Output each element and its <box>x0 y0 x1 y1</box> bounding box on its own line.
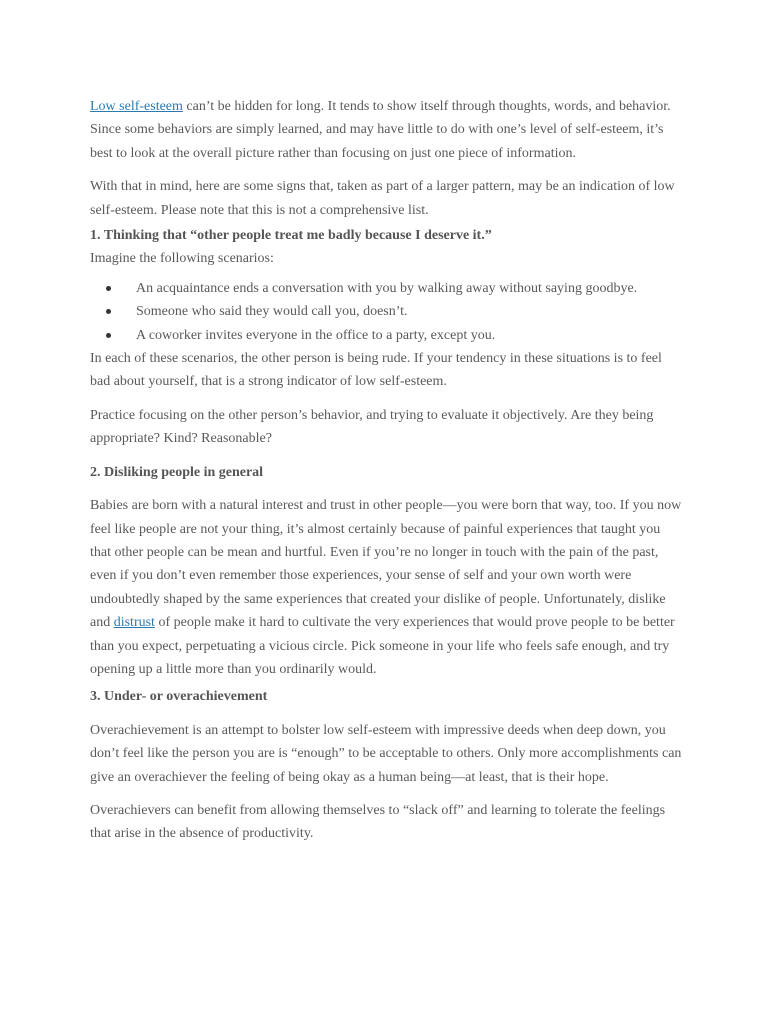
section-1-lead: Imagine the following scenarios: <box>90 251 274 267</box>
list-item <box>90 300 682 323</box>
distrust-link[interactable]: distrust <box>113 615 155 631</box>
intro-paragraph-1 <box>90 95 682 118</box>
section-2-text-a: Babies are born with a natural interest and trust in other people—you were born that way, too. If you now feel like people are not your thing, it’s almost certainly because of painful experiences that taught you that other people can be mean and hurtful. Even if you’re no longer in touch with the pain of the past, even if you don’t even remember those experiences, your sense of self and your own worth were undoubtedly shaped by the same experiences that created your dislike of people. Unfortunately, dislike and <box>90 498 682 631</box>
section-3-heading: 3. Under- or overachievement <box>90 689 268 705</box>
list-item-text: Someone who said they would call you, doesn’t. <box>136 304 408 320</box>
list-item-text: A coworker invites everyone in the office to a party, except you. <box>136 327 496 343</box>
intro-paragraph-2: Since some behaviors are simply learned, and may have little to do with one’s level of self-esteem, it’s best to look at the overall picture rather than focusing on just one piece of information. <box>90 122 664 161</box>
bullet-icon <box>106 286 111 291</box>
intro-paragraph-1-text: can’t be hidden for long. It tends to show itself through thoughts, words, and behavior. <box>182 99 671 114</box>
section-3-paragraph-2: Overachievers can benefit from allowing themselves to “slack off” and learning to tolerate the feelings that arise in the absence of productivity. <box>90 802 666 842</box>
bullet-icon <box>106 309 111 314</box>
intro-paragraph-3: With that in mind, here are some signs that, taken as part of a larger pattern, may be an indication of low self-esteem. Please note that this is not a comprehensive list. <box>90 179 675 218</box>
section-3-paragraph-1: Overachievement is an attempt to bolster low self-esteem with impressive deeds when deep down, you don’t feel like the person you are is “enough” to be acceptable to others. Only more accomplishments can give an overachiever the feeling of being okay as a human being—at least, that is their hope. <box>90 722 682 785</box>
section-2-paragraph-1 <box>90 494 682 681</box>
section-2-heading: 2. Disliking people in general <box>90 464 264 480</box>
document-page <box>90 95 682 846</box>
scenario-list <box>90 277 682 347</box>
section-1-paragraph-1: In each of these scenarios, the other person is being rude. If your tendency in these situations is to feel bad about yourself, that is a strong indicator of low self-esteem. <box>90 351 662 390</box>
section-1-paragraph-2: Practice focusing on the other person’s behavior, and trying to evaluate it objectively. Are they being appropriate? Kind? Reasonable? <box>90 407 654 447</box>
list-item-text: An acquaintance ends a conversation with you by walking away without saying goodbye. <box>136 280 638 296</box>
bullet-icon <box>106 333 111 338</box>
low-self-esteem-link[interactable]: Low self-esteem <box>90 99 183 114</box>
section-1-heading: 1. Thinking that “other people treat me badly because I deserve it.” <box>90 228 492 244</box>
list-item <box>90 324 682 347</box>
list-item <box>90 277 682 300</box>
section-2-text-b: of people make it hard to cultivate the very experiences that would prove people to be better than you expect, perpetuating a vicious circle. Pick someone in your life who feels safe enough, and try opening up a little more than you ordinarily would. <box>90 615 675 677</box>
